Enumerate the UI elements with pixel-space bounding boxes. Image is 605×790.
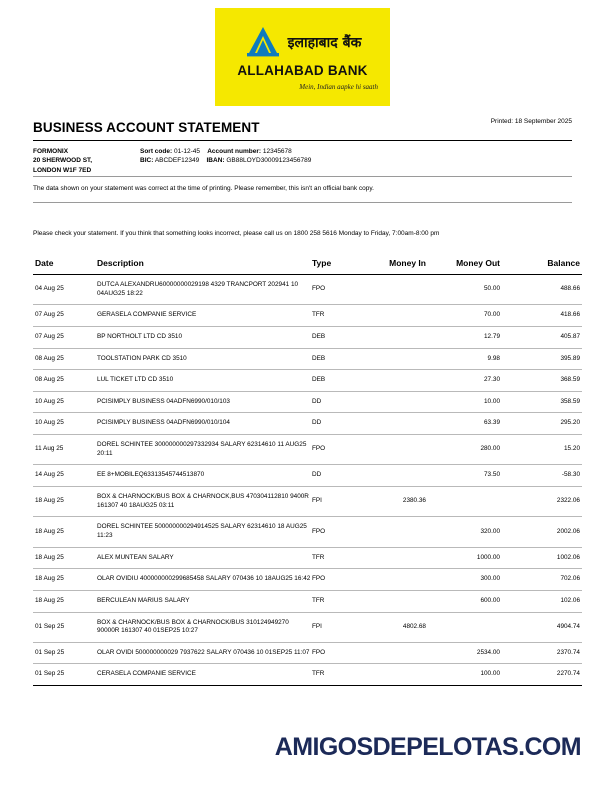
table-row [33, 391, 582, 413]
cell-description: TOOLSTATION PARK CD 3510 [97, 348, 312, 370]
cell-money-out: 12.79 [432, 326, 510, 348]
cell-type: DD [312, 465, 364, 487]
iban-value: GB88LOYD30009123456789 [226, 157, 312, 165]
logo-row [244, 23, 362, 61]
cell-balance: 15.20 [510, 435, 582, 465]
cell-balance: 2002.06 [510, 517, 582, 547]
cell-money-in [364, 547, 432, 569]
printed-date: Printed: 18 September 2025 [490, 118, 572, 125]
cell-money-out: 73.50 [432, 465, 510, 487]
cell-type: DEB [312, 370, 364, 392]
account-address [33, 147, 92, 175]
table-body [33, 275, 582, 686]
cell-description: PCISIMPLY BUSINESS 04ADFN6990/010/104 [97, 413, 312, 435]
cell-type: DEB [312, 348, 364, 370]
cell-money-out [432, 487, 510, 517]
table-row [33, 465, 582, 487]
cell-balance: 2270.74 [510, 664, 582, 686]
cell-type: DD [312, 391, 364, 413]
cell-money-in [364, 642, 432, 664]
table-row [33, 547, 582, 569]
cell-description: EE 8+MOBILEQ63313545744513870 [97, 465, 312, 487]
cell-type: DD [312, 413, 364, 435]
table-row [33, 348, 582, 370]
cell-type: FPI [312, 487, 364, 517]
cell-balance: 395.89 [510, 348, 582, 370]
cell-money-out: 300.00 [432, 569, 510, 591]
cell-date: 18 Aug 25 [33, 547, 97, 569]
cell-money-in [364, 275, 432, 305]
cell-date: 10 Aug 25 [33, 391, 97, 413]
cell-date: 14 Aug 25 [33, 465, 97, 487]
cell-description: LUL TICKET LTD CD 3510 [97, 370, 312, 392]
account-codes [140, 147, 311, 166]
cell-money-in [364, 391, 432, 413]
cell-type: TFR [312, 664, 364, 686]
cell-money-out: 63.39 [432, 413, 510, 435]
cell-type: FPO [312, 569, 364, 591]
cell-money-in [364, 664, 432, 686]
cell-description: CERASELA COMPANIE SERVICE [97, 664, 312, 686]
cell-money-out [432, 612, 510, 642]
transactions-table-wrap [33, 258, 580, 686]
cell-balance: 405.87 [510, 326, 582, 348]
cell-balance: 2370.74 [510, 642, 582, 664]
cell-balance: 418.66 [510, 305, 582, 327]
check-note: Please check your statement. If you think that something looks incorrect, please call us on 1800 258 5616 Monday to Friday, 7:00am-8:00 pm [33, 230, 440, 237]
cell-date: 08 Aug 25 [33, 348, 97, 370]
bic-value: ABCDEF12349 [154, 157, 200, 165]
cell-date: 07 Aug 25 [33, 305, 97, 327]
table-row [33, 569, 582, 591]
table-row [33, 305, 582, 327]
cell-balance: 368.59 [510, 370, 582, 392]
account-number-value: 12345678 [262, 148, 292, 155]
table-row [33, 413, 582, 435]
cell-money-out: 1000.00 [432, 547, 510, 569]
table-row [33, 326, 582, 348]
column-header-money-in: Money In [364, 258, 432, 275]
logo-english-text: ALLAHABAD BANK [237, 63, 368, 78]
cell-money-out: 600.00 [432, 590, 510, 612]
table-row [33, 664, 582, 686]
cell-date: 07 Aug 25 [33, 326, 97, 348]
address-line-2: LONDON W1F 7ED [33, 166, 92, 174]
cell-description: BERCULEAN MARIUS SALARY [97, 590, 312, 612]
cell-date: 18 Aug 25 [33, 590, 97, 612]
cell-type: TFR [312, 305, 364, 327]
cell-type: DEB [312, 326, 364, 348]
cell-date: 01 Sep 25 [33, 664, 97, 686]
table-row [33, 487, 582, 517]
cell-description: DUTCA ALEXANDRU60000000029198 4329 TRANCPORT 202941 10 04AUG25 18:22 [97, 275, 312, 305]
table-row [33, 435, 582, 465]
cell-description: OLAR OVIDIU 400000000299685458 SALARY 070436 10 18AUG25 16:42 [97, 569, 312, 591]
cell-money-out: 70.00 [432, 305, 510, 327]
table-row [33, 370, 582, 392]
cell-description: BOX & CHARNOCK/BUS BOX & CHARNOCK,BUS 470304112810 9400R 161307 40 18AUG25 03:11 [97, 487, 312, 517]
column-header-money-out: Money Out [432, 258, 510, 275]
cell-date: 01 Sep 25 [33, 642, 97, 664]
cell-money-in [364, 435, 432, 465]
cell-money-in: 2380.36 [364, 487, 432, 517]
cell-description: PCISIMPLY BUSINESS 04ADFN6990/010/103 [97, 391, 312, 413]
cell-type: FPO [312, 435, 364, 465]
cell-date: 18 Aug 25 [33, 487, 97, 517]
cell-balance: 4904.74 [510, 612, 582, 642]
column-header-description: Description [97, 258, 312, 275]
cell-description: BP NORTHOLT LTD CD 3510 [97, 326, 312, 348]
cell-type: TFR [312, 547, 364, 569]
divider-mid [33, 176, 572, 177]
logo-hindi-text: इलाहाबाद बैंक [287, 34, 362, 51]
cell-money-in [364, 370, 432, 392]
cell-description: DOREL SCHINTEE 500000000294914525 SALARY 62314610 18 AUG25 11:23 [97, 517, 312, 547]
cell-money-in: 4802.68 [364, 612, 432, 642]
cell-money-out: 320.00 [432, 517, 510, 547]
cell-description: OLAR OVIDI 500000000029 7937622 SALARY 070436 10 01SEP25 11:07 [97, 642, 312, 664]
divider-top [33, 140, 572, 141]
divider-note [33, 202, 572, 203]
cell-money-out: 280.00 [432, 435, 510, 465]
cell-balance: -58.30 [510, 465, 582, 487]
cell-money-in [364, 569, 432, 591]
cell-money-out: 2534.00 [432, 642, 510, 664]
cell-money-in [364, 348, 432, 370]
cell-balance: 1002.06 [510, 547, 582, 569]
cell-money-in [364, 590, 432, 612]
cell-balance: 702.06 [510, 569, 582, 591]
cell-money-out: 50.00 [432, 275, 510, 305]
table-row [33, 642, 582, 664]
print-note: The data shown on your statement was correct at the time of printing. Please remember, this isn't an official bank copy. [33, 185, 374, 192]
allahabad-bank-mark-icon [244, 23, 282, 61]
cell-type: FPO [312, 642, 364, 664]
sort-code-value: 01-12-45 [173, 148, 200, 155]
cell-money-in [364, 465, 432, 487]
cell-money-in [364, 326, 432, 348]
cell-money-out: 27.30 [432, 370, 510, 392]
table-header [33, 258, 582, 275]
column-header-type: Type [312, 258, 364, 275]
cell-type: TFR [312, 590, 364, 612]
cell-money-in [364, 517, 432, 547]
sort-code-row [140, 147, 311, 156]
cell-balance: 488.66 [510, 275, 582, 305]
table-row [33, 517, 582, 547]
cell-date: 01 Sep 25 [33, 612, 97, 642]
column-header-date: Date [33, 258, 97, 275]
cell-description: BOX & CHARNOCK/BUS BOX & CHARNOCK/BUS 310124949270 90000R 161307 40 01SEP25 10:27 [97, 612, 312, 642]
bic-iban-row [140, 156, 311, 165]
cell-date: 18 Aug 25 [33, 569, 97, 591]
cell-description: GERASELA COMPANIE SERVICE [97, 305, 312, 327]
cell-description: ALEX MUNTEAN SALARY [97, 547, 312, 569]
cell-balance: 358.59 [510, 391, 582, 413]
address-line-1: 20 SHERWOOD ST, [33, 157, 93, 165]
page-title: BUSINESS ACCOUNT STATEMENT [33, 120, 260, 135]
table-header-row [33, 258, 582, 275]
column-header-balance: Balance [510, 258, 582, 275]
iban-label: IBAN: [206, 157, 225, 165]
table-row [33, 612, 582, 642]
cell-date: 18 Aug 25 [33, 517, 97, 547]
cell-balance: 102.06 [510, 590, 582, 612]
cell-date: 11 Aug 25 [33, 435, 97, 465]
cell-money-out: 10.00 [432, 391, 510, 413]
cell-description: DOREL SCHINTEE 300000000297332934 SALARY 62314610 11 AUG25 20:11 [97, 435, 312, 465]
account-number-label: Account number: [207, 148, 262, 155]
table-row [33, 275, 582, 305]
cell-date: 10 Aug 25 [33, 413, 97, 435]
cell-balance: 295.20 [510, 413, 582, 435]
cell-money-in [364, 305, 432, 327]
table-row [33, 590, 582, 612]
bic-label: BIC: [140, 157, 154, 165]
watermark: AMIGOSDEPELOTAS.COM [274, 733, 581, 761]
cell-balance: 2322.06 [510, 487, 582, 517]
account-name: FORMONIX [33, 148, 69, 155]
cell-type: FPO [312, 517, 364, 547]
cell-type: FPO [312, 275, 364, 305]
logo-tagline: Mein, Indian aapke hi saath [299, 83, 378, 91]
cell-money-in [364, 413, 432, 435]
cell-money-out: 100.00 [432, 664, 510, 686]
sort-code-label: Sort code: [140, 148, 173, 155]
cell-date: 08 Aug 25 [33, 370, 97, 392]
cell-money-out: 9.98 [432, 348, 510, 370]
bank-logo [215, 8, 390, 106]
cell-date: 04 Aug 25 [33, 275, 97, 305]
cell-type: FPI [312, 612, 364, 642]
transactions-table [33, 258, 582, 686]
